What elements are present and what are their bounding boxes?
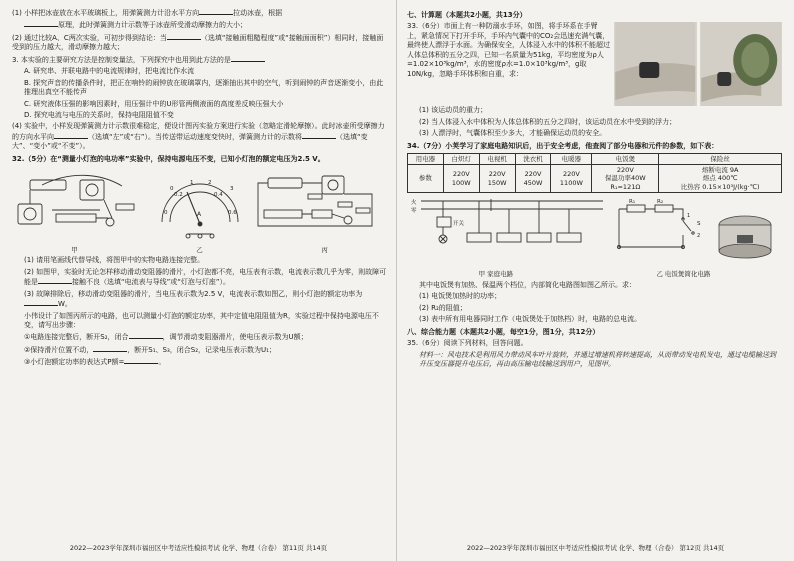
rice-cooker-image [719, 216, 771, 258]
q32-part3: (3) 故障排除后，移动滑动变阻器的滑片，当电压表示数为2.5 V，电流表示数如图乙，则小灯泡的额定功率为W。 [24, 289, 363, 309]
wristband-photo [614, 22, 782, 106]
rheostat-bing [264, 210, 302, 218]
option-d: D. 探究电流与电压的关系时，保持电阻阻值不变 [24, 110, 174, 119]
table-cell: 220V 保温功率40W R₁=121Ω [592, 165, 659, 192]
resistor-bing [312, 210, 332, 218]
figure-jia-circuit [18, 175, 134, 226]
table-cell: 220V 450W [515, 165, 551, 192]
q33-stem: 33.（6分）市面上有一种防溺水手环，如图，将手环系在手臂上，紧急情况下打开手环，手环内气囊中的CO₂会迅速充满气囊，最终使人漂浮于水面。为确保安全，人体浸入水中的体积不能超过人体总体积的五分之四，已知一名质量为51kg，平均密度为ρ人=1.02×10³kg/m³，水的密度ρ水=1.0×10³kg/m³，g取10N/kg，忽略手环体积和自重，求： [407, 22, 610, 78]
q34-figures [407, 195, 782, 270]
q32-step2: ②保持滑片位置不动， ，断开S₁、S₃，闭合S₂，记录电压表示数为U₁； [24, 345, 276, 354]
figure-yi-cooker-circuit [618, 205, 695, 249]
q33-part1: (1) 该运动员的重力； [419, 106, 488, 115]
circuit-figures-svg [12, 166, 387, 242]
option-a: A. 研究串、并联电路中的电流规律时，把电流比作水流 [24, 67, 195, 76]
q32-stem: 32.（5分）在“测量小灯泡的电功率”实验中，保持电源电压不变，已知小灯泡的额定电压为2.5 V。 [12, 154, 325, 163]
q34-stem: 34.（7分）小荚学习了家庭电路知识后，出于安全考虑，他查阅了部分电器和元件的参数，如下表： [407, 141, 719, 150]
lamp-bing [344, 216, 352, 224]
section-7-title: 七、计算题（本题共2小题，共13分） [407, 11, 527, 19]
material-1: 材料一：风电技术是利用风力带动风车叶片旋转，并通过增速机将转速提高，从而带动发电机发电，通过电缆输送到升压变压器提升电压后，再由高压输电线输送到用户，见图甲。 [419, 350, 776, 368]
q33-part3: (3) 人漂浮时，气囊体积至少多大，才能确保运动员的安全。 [419, 129, 607, 138]
table-cell: 参数 [408, 165, 444, 192]
battery-pack [30, 180, 66, 190]
q35-stem: 35.（6分）阅读下列材料，回答问题。 [407, 339, 528, 348]
figure-jia-home-circuit [421, 199, 603, 243]
q34-part3: (3) 表中所有用电器同时工作（电饭煲处于加热档）时，电路的总电流。 [419, 315, 642, 324]
inflated-band-image [700, 22, 783, 106]
q34-part1: (1) 电饭煲加热时的功率； [419, 292, 502, 301]
tick-label: 0 [170, 186, 174, 193]
q32-step1: ①电路连接完整后，断开S₂，闭合 ，调节滑动变阻器滑片，使电压表示数为U额； [24, 333, 308, 342]
table-cell: 电视机 [479, 154, 515, 165]
neutral-wire-label: 零 [411, 207, 417, 214]
r1-label: R₁ [629, 198, 636, 205]
figure-bing-circuit [258, 176, 372, 226]
q31-part3: 3. 本实验的主要研究方法是控制变量法，下列探究中也用到此方法的是 [12, 55, 387, 65]
option-c: C. 研究液体压强的影响因素时，用压强计中的U形管两侧液面的高度差反映压强大小 [24, 99, 284, 108]
table-cell: 保险丝 [659, 154, 782, 165]
voltmeter-bing [322, 176, 344, 194]
rheostat-jia [56, 214, 96, 222]
table-cell: 220V 100W [443, 165, 479, 192]
photo-right [700, 22, 783, 106]
table-cell: 熔断电流 9A 熔点 400℃ 比热容 0.15×10³J/(kg·℃) [659, 165, 782, 192]
unit-label: A [197, 211, 202, 219]
q32-figures [12, 166, 387, 245]
switch-jia [116, 204, 134, 210]
table-cell: 电暖器 [551, 154, 592, 165]
tick-label: 0.2 [174, 192, 183, 199]
appliance-table [407, 153, 782, 193]
tick-label: 2 [208, 180, 212, 187]
option-b: B. 探究声音的传播条件时，把正在响铃的闹钟放在玻璃罩内，逐渐抽出其中的空气，听到闹钟的声音逐渐变小，由此推理出真空不能传声 [24, 78, 384, 97]
arm-band-image [614, 22, 697, 106]
q34-captions [407, 270, 782, 279]
q32-part4: 小伟设计了如图丙所示的电路，也可以测量小灯泡的额定功率，其中定值电阻阻值为R，实验过程中保持电源电压不变，请写出步骤： [24, 311, 379, 329]
tick-label: 0.6 [228, 210, 237, 217]
q34-part2: (2) R₂的阻值； [419, 303, 467, 312]
switch-label: 开关 [453, 220, 465, 227]
table-row [408, 165, 782, 192]
ammeter-jia [80, 180, 104, 200]
right-footer: 2022—2023学年深圳市福田区中考适应性模拟考试 化学、物理（合卷） 第12页 共14页 [466, 544, 725, 553]
table-cell: 用电器 [408, 154, 444, 165]
tick-label: 1 [190, 180, 194, 187]
figure-captions [12, 246, 387, 255]
lamp-jia [106, 218, 114, 226]
caption-bing: 丙 [321, 245, 328, 254]
contact-1-label: 1 [687, 212, 691, 219]
q32-part2: (2) 如图甲，实验时无论怎样移动滑动变阻器的滑片，小灯泡都不亮，电压表有示数，电流表示数几乎为零，则故障可能是 接触不良（选填“电流表与导线”或“灯泡与灯座”）。 [24, 267, 387, 287]
tick-label: 0.4 [214, 192, 223, 199]
home-circuit-svg [407, 195, 782, 267]
caption-cooker-circuit: 乙 电饭煲简化电路 [656, 270, 711, 279]
live-wire-label: 火 [411, 199, 417, 206]
switch-s-label: S [697, 220, 701, 227]
table-cell: 电饭煲 [592, 154, 659, 165]
table-cell: 白炽灯 [443, 154, 479, 165]
q32-step3: ③小灯泡额定功率的表达式P额= 。 [24, 358, 166, 367]
left-footer: 2022—2023学年深圳市福田区中考适应性模拟考试 化学、物理（合卷） 第11页 共14页 [69, 544, 328, 553]
voltmeter-jia [18, 204, 42, 224]
tick-label: 0 [164, 210, 168, 217]
r2-label: R₂ [657, 198, 664, 205]
q32-part1: (1) 请用笔画线代替导线，将图甲中的实物电路连接完整。 [24, 256, 205, 265]
contact-2-label: 2 [697, 232, 701, 239]
section-8-title: 八、综合能力题（本题共2小题，每空1分，图1分，共12分） [407, 327, 600, 336]
table-cell: 220V 1100W [551, 165, 592, 192]
q31-part1: (1) 小样把冰壶放在水平玻璃板上，用弹簧测力计沿水平方向 拉动冰壶，根据 [12, 9, 283, 17]
table-cell: 220V 150W [479, 165, 515, 192]
caption-home-circuit: 甲 家庭电路 [478, 270, 514, 279]
caption-jia: 甲 [71, 245, 78, 254]
right-page [397, 0, 794, 561]
table-header-row [408, 154, 782, 165]
photo-left [614, 22, 697, 106]
caption-yi: 乙 [196, 245, 203, 254]
table-cell: 洗衣机 [515, 154, 551, 165]
q33-block [407, 22, 782, 106]
battery-bing [268, 178, 302, 188]
q33-part2: (2) 当人体浸入水中体积为人体总体积的五分之四时，该运动员在水中受到的浮力； [419, 117, 677, 126]
q31-part4: (4) 实验中，小样发现弹簧测力计示数很难稳定，便设计图丙实验方案进行实验（忽略定滑轮摩擦）。此时冰壶所受摩擦力的方向水平向 （选填“左”或“右”）。当传送带运动速度变快时，弹簧测力计的示数将 （选填“变大”、“变小”或“不变”）。 [12, 122, 385, 151]
tick-label: 3 [230, 186, 234, 193]
q31-part1-cont: 原理，此时弹簧测力计示数等于冰壶所受滑动摩擦力的大小； [12, 20, 387, 30]
q31-part2: (2) 通过比较A、C两次实验，可初步得到结论：当 （选填“接触面粗糙程度”或“接触面面积”）相同时，接触面受到的压力越大，滑动摩擦力越大； [12, 33, 384, 52]
q34-sub-stem: 其中电饭煲有加热、保温两个档位，内部简化电路图如图乙所示。求： [419, 280, 636, 289]
